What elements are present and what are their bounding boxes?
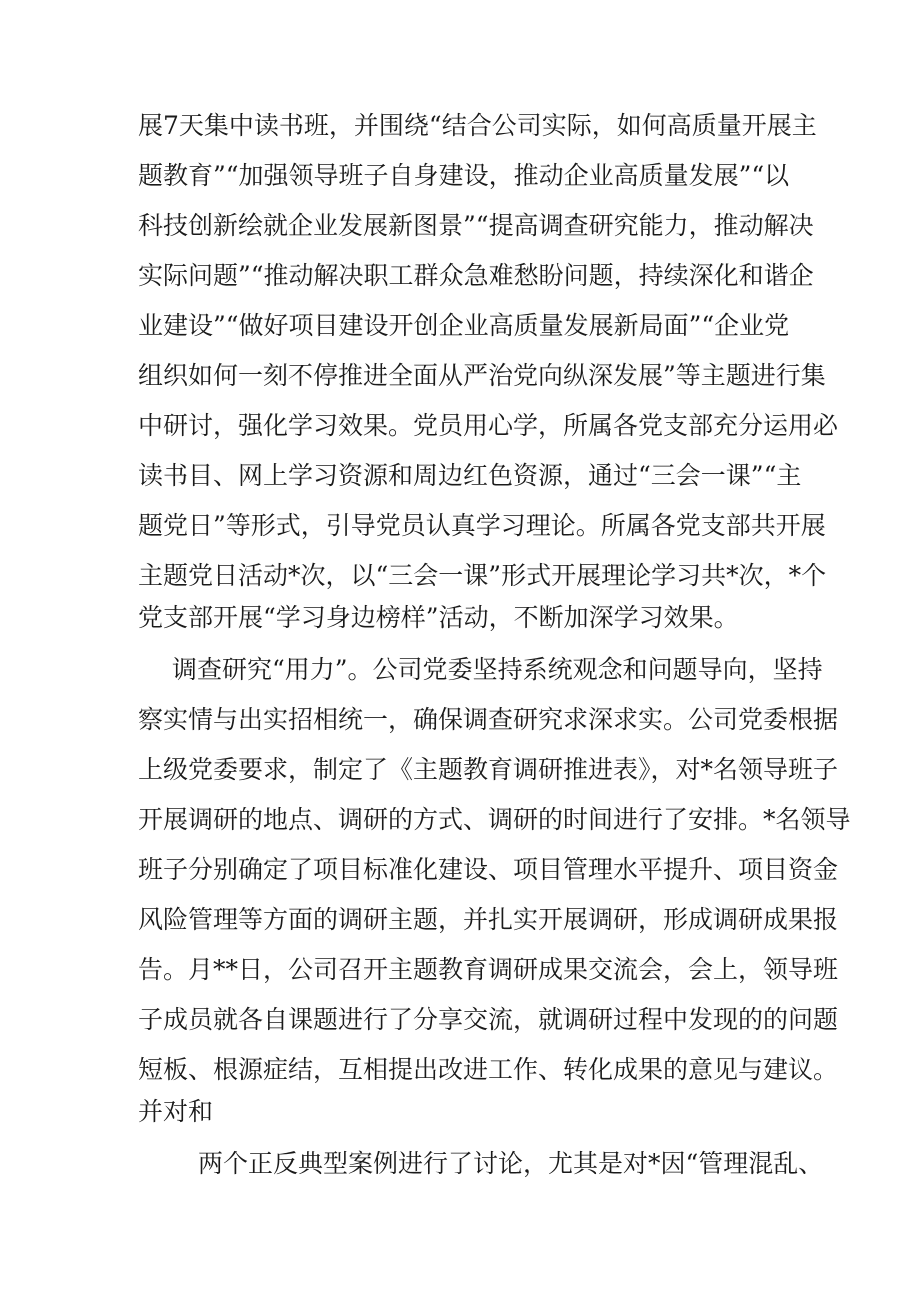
paragraph-2-line-6: 风险管理等方面的调研主题，并扎实开展调研，形成调研成果报 [138,905,839,934]
paragraph-2-line-4: 开展调研的地点、调研的方式、调研的时间进行了安排。*名领导 [138,805,851,834]
paragraph-1-line-8: 读书目、网上学习资源和周边红色资源，通过“三会一课”“主 [138,461,802,490]
paragraph-2-line-3: 上级党委要求，制定了《主题教育调研推进表》，对*名领导班子 [138,755,839,784]
paragraph-2-line-10: 并对和 [138,1097,214,1126]
paragraph-1-line-5: 业建设”“做好项目建设开创企业高质量发展新局面”“企业党 [138,311,790,340]
paragraph-2-line-1: 调查研究“用力”。公司党委坚持系统观念和问题导向，坚持 [172,655,823,684]
paragraph-1-line-10: 主题党日活动*次，以“三会一课”形式开展理论学习共*次，*个 [138,561,827,590]
paragraph-1-line-7: 中研讨，强化学习效果。党员用心学，所属各党支部充分运用必 [138,411,839,440]
paragraph-2-line-2: 察实情与出实招相统一，确保调查研究求深求实。公司党委根据 [138,705,839,734]
paragraph-1-line-2: 题教育”“加强领导班子自身建设，推动企业高质量发展”“以 [138,161,790,190]
paragraph-2-line-5: 班子分别确定了项目标准化建设、项目管理水平提升、项目资金 [138,855,839,884]
paragraph-3-line-1: 两个正反典型案例进行了讨论，尤其是对*因“管理混乱、 [198,1149,824,1178]
paragraph-2-line-8: 子成员就各自课题进行了分享交流，就调研过程中发现的的问题 [138,1005,839,1034]
paragraph-2-line-9: 短板、根源症结，互相提出改进工作、转化成果的意见与建议。 [138,1055,839,1084]
paragraph-1-line-11: 党支部开展“学习身边榜样”活动，不断加深学习效果。 [138,603,739,632]
paragraph-1-line-4: 实际问题”“推动解决职工群众急难愁盼问题，持续深化和谐企 [138,261,814,290]
paragraph-1-line-9: 题党日”等形式，引导党员认真学习理论。所属各党支部共开展 [138,511,826,540]
paragraph-1-line-6: 组织如何一刻不停推进全面从严治党向纵深发展”等主题进行集 [138,361,826,390]
paragraph-1-line-1: 展7天集中读书班，并围绕“结合公司实际，如何高质量开展主 [138,111,817,140]
paragraph-2-line-7: 告。月**日，公司召开主题教育调研成果交流会，会上，领导班 [138,955,839,984]
paragraph-1-line-3: 科技创新绘就企业发展新图景”“提高调查研究能力，推动解决 [138,211,814,240]
